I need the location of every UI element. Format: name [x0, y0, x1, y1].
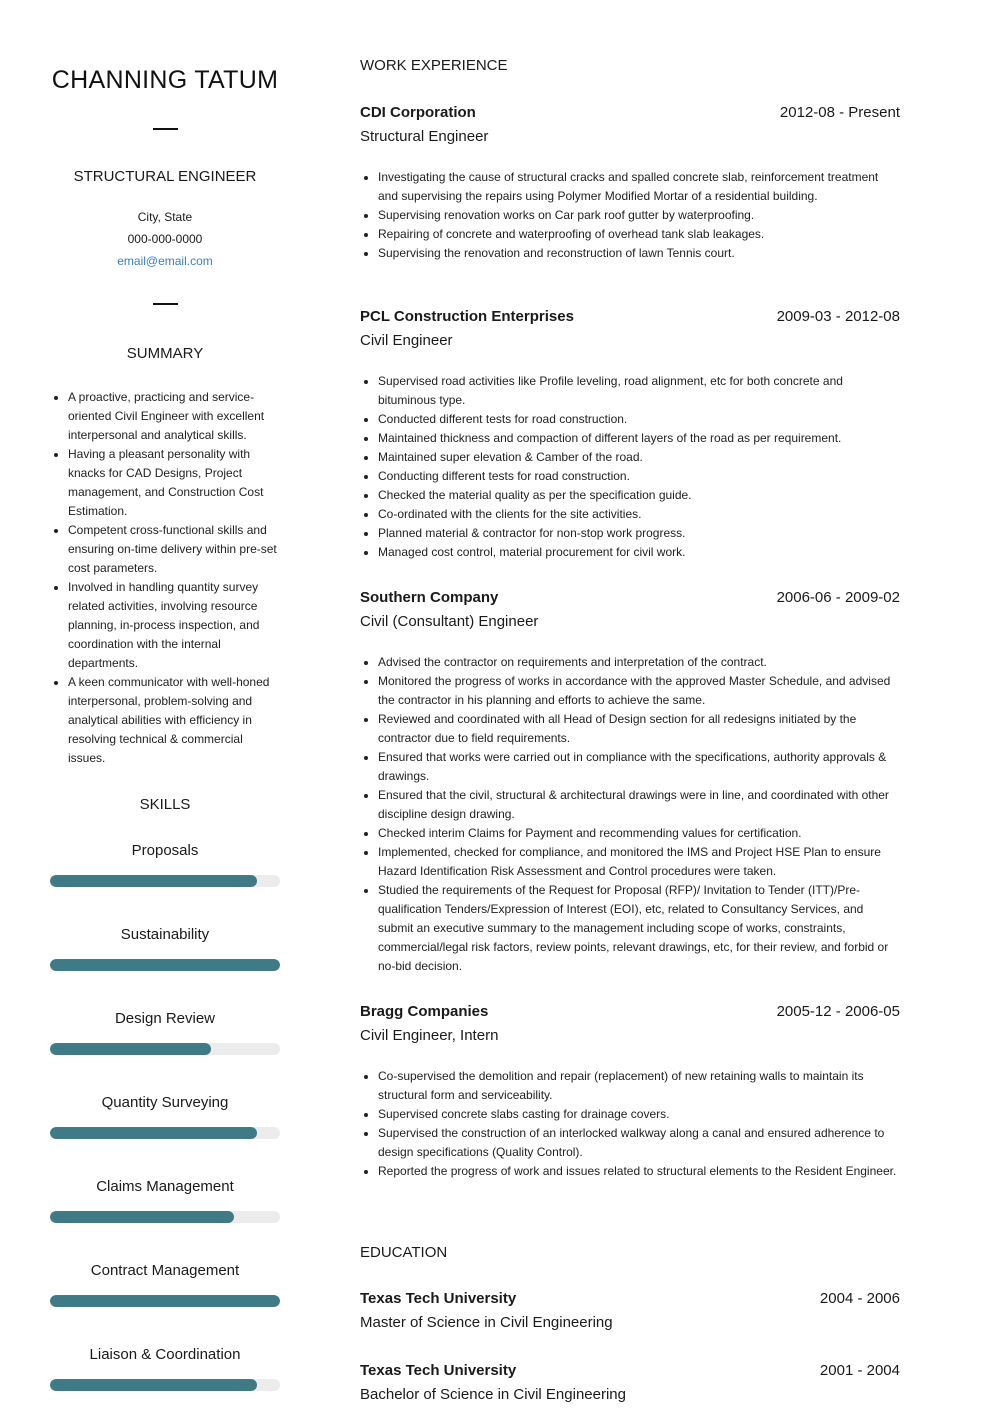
- summary-item: • A keen communicator with well-honed interpersonal, problem-solving and analytical abilities with efficiency in resolving technical & commercial issues.: [68, 673, 280, 768]
- skill-name: Proposals: [131, 842, 199, 859]
- divider: [153, 128, 178, 130]
- job-bullet: • Co-ordinated with the clients for the site activities.: [378, 505, 900, 524]
- skill-level-fill: [50, 1295, 280, 1307]
- job-bullet: • Reported the progress of work and issues related to structural elements to the Resident Engineer.: [378, 1162, 900, 1181]
- job-dates: 2009-03 - 2012-08: [776, 308, 900, 325]
- job-entry: [360, 589, 900, 976]
- job-bullet: • Ensured that works were carried out in compliance with the specifications, authority approvals & drawings.: [378, 748, 900, 786]
- job-bullets: [360, 168, 900, 263]
- job-bullet: • Supervising the renovation and reconstruction of lawn Tennis court.: [378, 244, 900, 263]
- summary-item: • Involved in handling quantity survey related activities, involving resource planning, in-process inspection, and coordination with the internal departments.: [68, 578, 280, 673]
- skill-level-fill: [50, 959, 280, 971]
- summary-heading: SUMMARY: [126, 345, 204, 362]
- job-bullet: • Conducted different tests for road construction.: [378, 410, 900, 429]
- job-bullet: • Investigating the cause of structural cracks and spalled concrete slab, reinforcement treatment and supervising the repairs using Polymer Modified Mortar of a residential building.: [378, 168, 900, 206]
- skill-name: Contract Management: [90, 1262, 240, 1279]
- job-bullet: • Supervised the construction of an interlocked walkway along a canal and ensured adherence to design specifications (Quality Control).: [378, 1124, 900, 1162]
- skill-name: Liaison & Coordination: [89, 1346, 241, 1363]
- skill-name: Quantity Surveying: [101, 1094, 229, 1111]
- job-bullet: • Reviewed and coordinated with all Head of Design section for all redesigns initiated by the contractor due to field requirements.: [378, 710, 900, 748]
- education-degree: Master of Science in Civil Engineering: [360, 1314, 613, 1331]
- skill-level-fill: [50, 1211, 234, 1223]
- job-dates: 2005-12 - 2006-05: [776, 1003, 900, 1020]
- skill-name: Sustainability: [120, 926, 210, 943]
- job-bullet: • Supervising renovation works on Car park roof gutter by waterproofing.: [378, 206, 900, 225]
- job-bullet: • Checked the material quality as per the specification guide.: [378, 486, 900, 505]
- skill-level-bar: [50, 1211, 280, 1223]
- job-entry: [360, 308, 900, 562]
- skill-item: [50, 1346, 280, 1406]
- job-company: PCL Construction Enterprises: [360, 308, 574, 325]
- job-bullet: • Implemented, checked for compliance, and monitored the IMS and Project HSE Plan to ensure Hazard Identification Risk Assessment and Control procedures were taken.: [378, 843, 900, 881]
- job-bullet: • Managed cost control, material procurement for civil work.: [378, 543, 900, 562]
- job-role: Civil (Consultant) Engineer: [360, 613, 539, 630]
- job-bullet: • Checked interim Claims for Payment and recommending values for certification.: [378, 824, 900, 843]
- job-dates: 2012-08 - Present: [779, 104, 900, 121]
- skill-level-bar: [50, 1295, 280, 1307]
- job-bullet: • Maintained thickness and compaction of different layers of the road as per requirement.: [378, 429, 900, 448]
- job-bullet: • Ensured that the civil, structural & architectural drawings were in line, and coordinated with other discipline design drawing.: [378, 786, 900, 824]
- job-bullets: [360, 653, 900, 976]
- skill-level-fill: [50, 1379, 257, 1391]
- job-bullet: • Advised the contractor on requirements and interpretation of the contract.: [378, 653, 900, 672]
- skill-item: [50, 926, 280, 986]
- skill-item: [50, 842, 280, 902]
- job-company: Bragg Companies: [360, 1003, 489, 1020]
- job-bullet: • Repairing of concrete and waterproofing of overhead tank slab leakages.: [378, 225, 900, 244]
- skills-heading: SKILLS: [139, 796, 191, 813]
- job-role: Civil Engineer: [360, 332, 453, 349]
- job-bullet: • Maintained super elevation & Camber of the road.: [378, 448, 900, 467]
- skill-name: Claims Management: [96, 1178, 234, 1195]
- job-bullet: • Monitored the progress of works in accordance with the approved Master Schedule, and advised the contractor in his planning and efforts to achieve the same.: [378, 672, 900, 710]
- job-company: Southern Company: [360, 589, 499, 606]
- summary-item: • A proactive, practicing and service-oriented Civil Engineer with excellent interpersonal and analytical skills.: [68, 388, 280, 445]
- skill-item: [50, 1094, 280, 1154]
- education-dates: 2001 - 2004: [819, 1362, 900, 1379]
- job-role: Structural Engineer: [360, 128, 489, 145]
- skill-item: [50, 1178, 280, 1238]
- education-heading: EDUCATION: [360, 1244, 448, 1261]
- job-bullet: • Supervised concrete slabs casting for drainage covers.: [378, 1105, 900, 1124]
- skill-level-fill: [50, 1043, 211, 1055]
- divider: [153, 303, 178, 305]
- job-bullets: [360, 372, 900, 562]
- skill-level-bar: [50, 875, 280, 887]
- skill-level-bar: [50, 1043, 280, 1055]
- skill-item: [50, 1010, 280, 1070]
- summary-list: [50, 388, 280, 768]
- skill-level-fill: [50, 875, 257, 887]
- job-company: CDI Corporation: [360, 104, 476, 121]
- contact-location: City, State: [137, 210, 193, 224]
- skill-level-fill: [50, 1127, 257, 1139]
- skill-level-bar: [50, 1127, 280, 1139]
- work-experience-heading: WORK EXPERIENCE: [360, 57, 508, 74]
- contact-phone: 000-000-0000: [127, 232, 203, 246]
- summary-item: • Competent cross-functional skills and ensuring on-time delivery within pre-set cost parameters.: [68, 521, 280, 578]
- skill-level-bar: [50, 1379, 280, 1391]
- skill-name: Design Review: [114, 1010, 216, 1027]
- candidate-title: STRUCTURAL ENGINEER: [73, 168, 257, 185]
- candidate-name: CHANNING TATUM: [51, 66, 279, 94]
- skill-item: [50, 1262, 280, 1322]
- job-entry: [360, 104, 900, 263]
- job-dates: 2006-06 - 2009-02: [776, 589, 900, 606]
- education-school: Texas Tech University: [360, 1362, 517, 1379]
- job-bullet: • Studied the requirements of the Request for Proposal (RFP)/ Invitation to Tender (ITT)/Pre-qualification Tenders/Expression of Interest (EOI), etc, related to Consultancy Services, and submit an executive summary to the management including scope of works, constraints, commercial/legal risk factors, review points, relevant drawings, etc, for their review, and forbid or no-bid decision.: [378, 881, 900, 976]
- job-bullet: • Conducting different tests for road construction.: [378, 467, 900, 486]
- education-degree: Bachelor of Science in Civil Engineering: [360, 1386, 626, 1403]
- job-bullet: • Supervised road activities like Profile leveling, road alignment, etc for both concrete and bituminous type.: [378, 372, 900, 410]
- education-school: Texas Tech University: [360, 1290, 517, 1307]
- job-role: Civil Engineer, Intern: [360, 1027, 499, 1044]
- education-entry: [360, 1362, 900, 1410]
- job-entry: [360, 1003, 900, 1181]
- contact-email-link[interactable]: email@email.com: [117, 254, 213, 268]
- job-bullet: • Co-supervised the demolition and repair (replacement) of new retaining walls to maintain its structural form and serviceability.: [378, 1067, 900, 1105]
- skill-level-bar: [50, 959, 280, 971]
- summary-item: • Having a pleasant personality with knacks for CAD Designs, Project management, and Construction Cost Estimation.: [68, 445, 280, 521]
- education-dates: 2004 - 2006: [819, 1290, 900, 1307]
- education-entry: [360, 1290, 900, 1338]
- job-bullet: • Planned material & contractor for non-stop work progress.: [378, 524, 900, 543]
- job-bullets: [360, 1067, 900, 1181]
